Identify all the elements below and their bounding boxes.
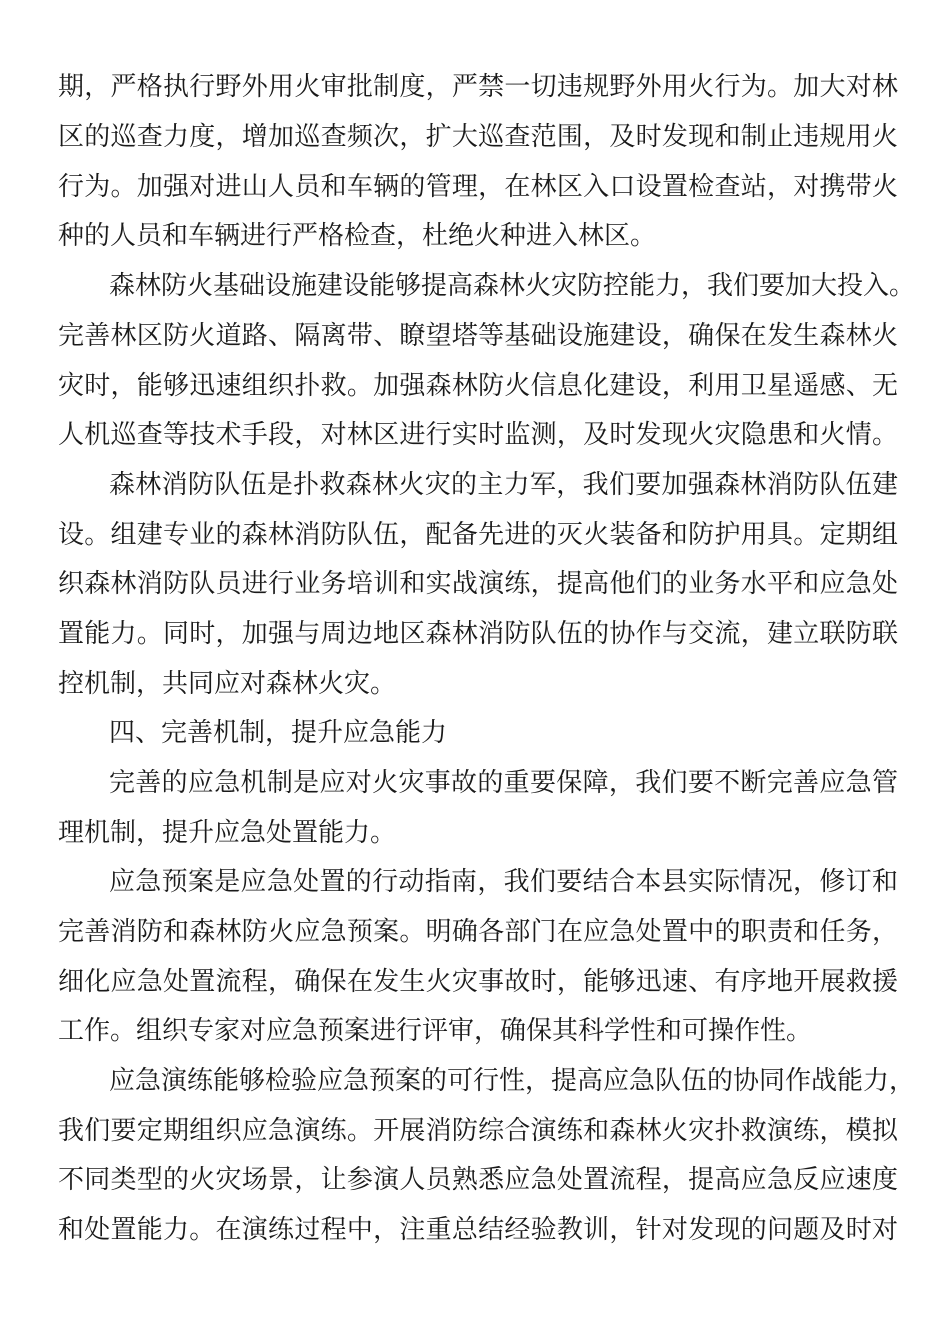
section-heading: 四、完善机制，提升应急能力 bbox=[109, 718, 448, 748]
text-line: 置能力。同时，加强与周边地区森林消防队伍的协作与交流，建立联防联 bbox=[58, 619, 898, 649]
text-line: 和处置能力。在演练过程中，注重总结经验教训，针对发现的问题及时对 bbox=[58, 1215, 898, 1245]
text-line: 我们要定期组织应急演练。开展消防综合演练和森林火灾扑救演练，模拟 bbox=[58, 1116, 898, 1146]
text-line: 不同类型的火灾场景，让参演人员熟悉应急处置流程，提高应急反应速度 bbox=[58, 1165, 898, 1195]
text-line: 期，严格执行野外用火审批制度，严禁一切违规野外用火行为。加大对林 bbox=[58, 72, 898, 102]
text-line: 灾时，能够迅速组织扑救。加强森林防火信息化建设，利用卫星遥感、无 bbox=[58, 371, 898, 401]
text-line: 种的人员和车辆进行严格检查，杜绝火种进入林区。 bbox=[58, 221, 657, 251]
paragraph-first-line: 森林防火基础设施建设能够提高森林火灾防控能力，我们要加大投入。 bbox=[109, 271, 916, 301]
text-line: 织森林消防队员进行业务培训和实战演练，提高他们的业务水平和应急处 bbox=[58, 569, 898, 599]
text-line: 完善消防和森林防火应急预案。明确各部门在应急处置中的职责和任务， bbox=[58, 917, 898, 947]
text-line: 行为。加强对进山人员和车辆的管理，在林区入口设置检查站，对携带火 bbox=[58, 172, 898, 202]
text-line: 设。组建专业的森林消防队伍，配备先进的灭火装备和防护用具。定期组 bbox=[58, 520, 898, 550]
paragraph-first-line: 应急预案是应急处置的行动指南，我们要结合本县实际情况，修订和 bbox=[109, 867, 898, 897]
text-line: 理机制，提升应急处置能力。 bbox=[58, 818, 397, 848]
text-line: 工作。组织专家对应急预案进行评审，确保其科学性和可操作性。 bbox=[58, 1016, 813, 1046]
text-line: 完善林区防火道路、隔离带、瞭望塔等基础设施建设，确保在发生森林火 bbox=[58, 321, 898, 351]
text-line: 细化应急处置流程，确保在发生火灾事故时，能够迅速、有序地开展救援 bbox=[58, 967, 898, 997]
text-line: 区的巡查力度，增加巡查频次，扩大巡查范围，及时发现和制止违规用火 bbox=[58, 122, 898, 152]
text-line: 人机巡查等技术手段，对林区进行实时监测，及时发现火灾隐患和火情。 bbox=[58, 420, 898, 450]
paragraph-first-line: 应急演练能够检验应急预案的可行性，提高应急队伍的协同作战能力， bbox=[109, 1066, 916, 1096]
paragraph-first-line: 森林消防队伍是扑救森林火灾的主力军，我们要加强森林消防队伍建 bbox=[109, 470, 898, 500]
text-line: 控机制，共同应对森林火灾。 bbox=[58, 669, 397, 699]
paragraph-first-line: 完善的应急机制是应对火灾事故的重要保障，我们要不断完善应急管 bbox=[109, 768, 898, 798]
